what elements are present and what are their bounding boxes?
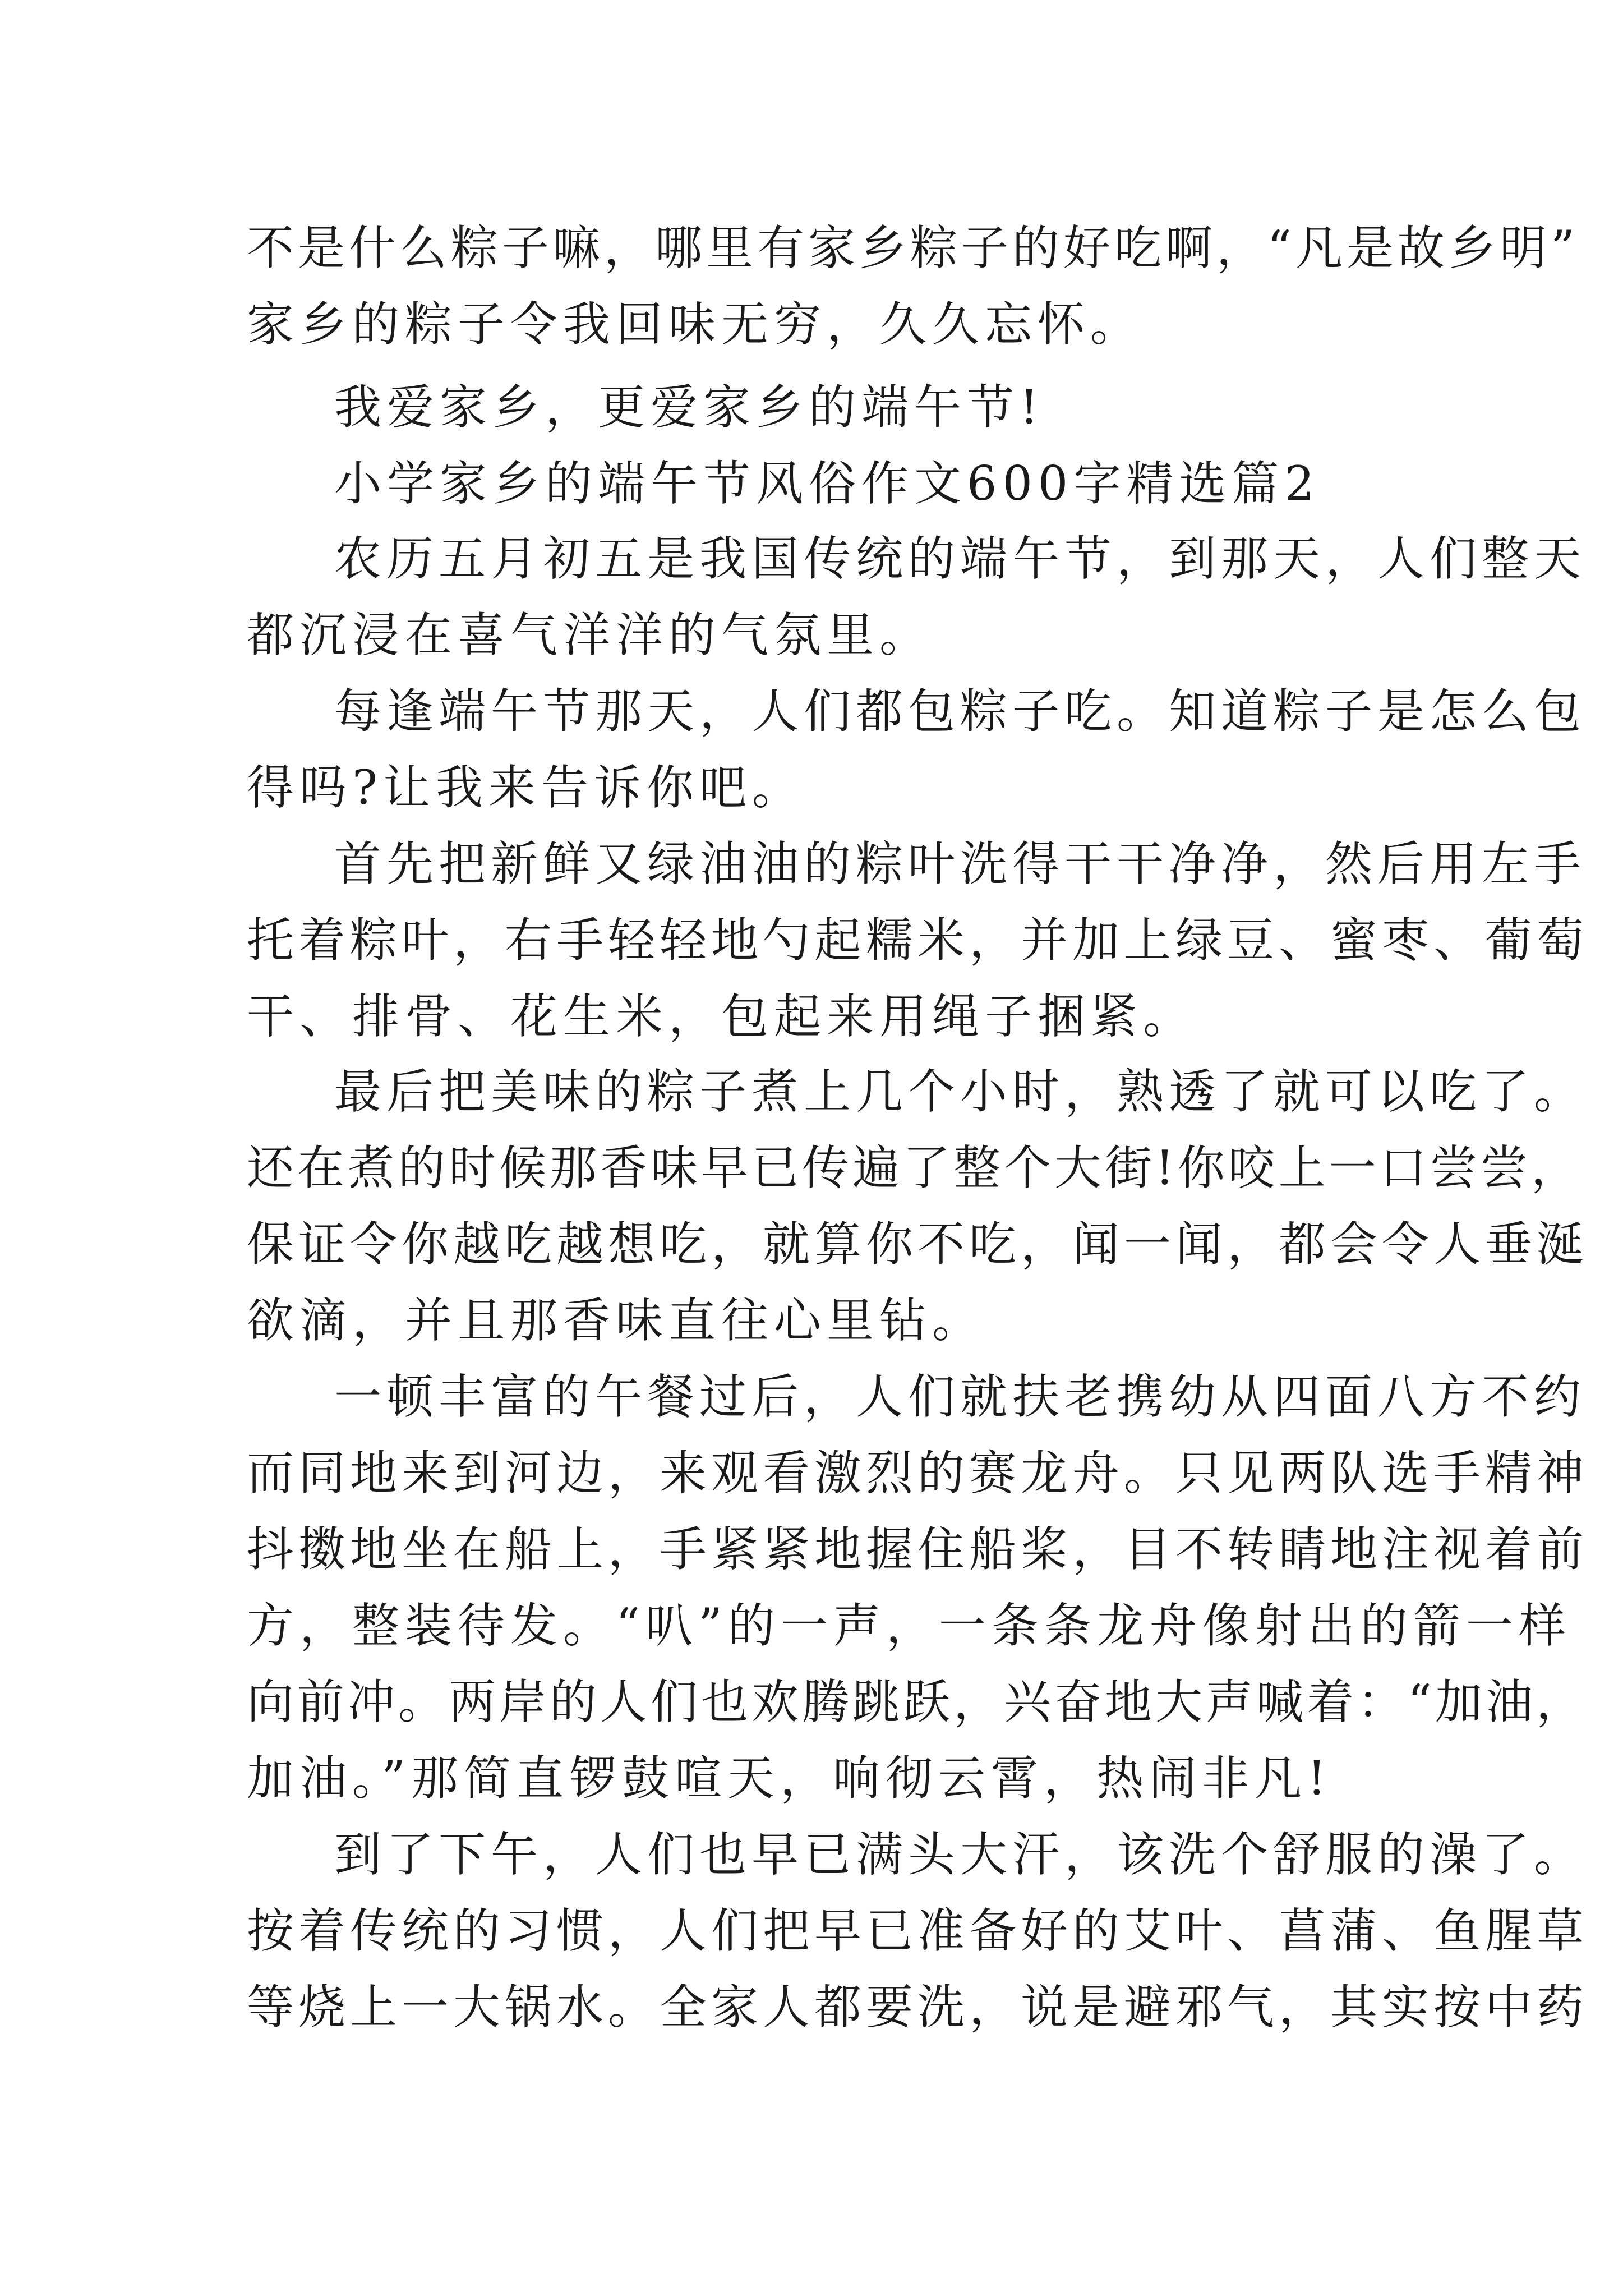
text-line: 向前冲。两岸的人们也欢腾跳跃，兴奋地大声喊着：“加油，: [247, 1674, 1587, 1729]
text-line: 而同地来到河边，来观看激烈的赛龙舟。只见两队选手精神: [247, 1446, 1589, 1501]
text-line: 一顿丰富的午餐过后，人们就扶老携幼从四面八方不约: [334, 1369, 1587, 1424]
text-line: 干、排骨、花生米，包起来用绳子捆紧。: [247, 989, 1196, 1044]
text-line: 抖擞地坐在船上，手紧紧地握住船桨，目不转睛地注视着前: [247, 1522, 1589, 1577]
text-line: 得吗?让我来告诉你吧。: [247, 760, 805, 815]
text-line: 不是什么粽子嘛，哪里有家乡粽子的好吃啊，“凡是故乡明”: [247, 220, 1579, 275]
text-line: 农历五月初五是我国传统的端午节，到那天，人们整天: [334, 531, 1587, 586]
section-heading: 小学家乡的端午节风俗作文600字精选篇2: [334, 456, 1320, 511]
text-line: 等烧上一大锅水。全家人都要洗，说是避邪气，其实按中药: [247, 1980, 1589, 2035]
text-line: 托着粽叶，右手轻轻地勺起糯米，并加上绿豆、蜜枣、葡萄: [247, 913, 1589, 968]
text-line: 家乡的粽子令我回味无穷，久久忘怀。: [247, 297, 1144, 352]
text-line: 最后把美味的粽子煮上几个小时，熟透了就可以吃了。: [334, 1064, 1587, 1119]
text-line: 每逢端午节那天，人们都包粽子吃。知道粽子是怎么包: [334, 684, 1587, 739]
text-line: 到了下午，人们也早已满头大汗，该洗个舒服的澡了。: [334, 1827, 1587, 1882]
text-line: 加油。”那简直锣鼓喧天，响彻云霄，热闹非凡!: [247, 1751, 1332, 1806]
text-line: 都沉浸在喜气洋洋的气氛里。: [247, 608, 933, 662]
text-line: 方，整装待发。“叭”的一声，一条条龙舟像射出的箭一样: [247, 1598, 1571, 1653]
text-line: 欲滴，并且那香味直往心里钻。: [247, 1293, 985, 1348]
text-line: 按着传统的习惯，人们把早已准备好的艾叶、菖蒲、鱼腥草: [247, 1903, 1589, 1958]
text-line: 首先把新鲜又绿油油的粽叶洗得干干净净，然后用左手: [334, 836, 1587, 891]
text-line: 我爱家乡，更爱家乡的端午节!: [334, 380, 1044, 435]
text-line: 保证令你越吃越想吃，就算你不吃，闻一闻，都会令人垂涎: [247, 1217, 1589, 1272]
text-line: 还在煮的时候那香味早已传遍了整个大街!你咬上一口尝尝，: [247, 1140, 1581, 1195]
